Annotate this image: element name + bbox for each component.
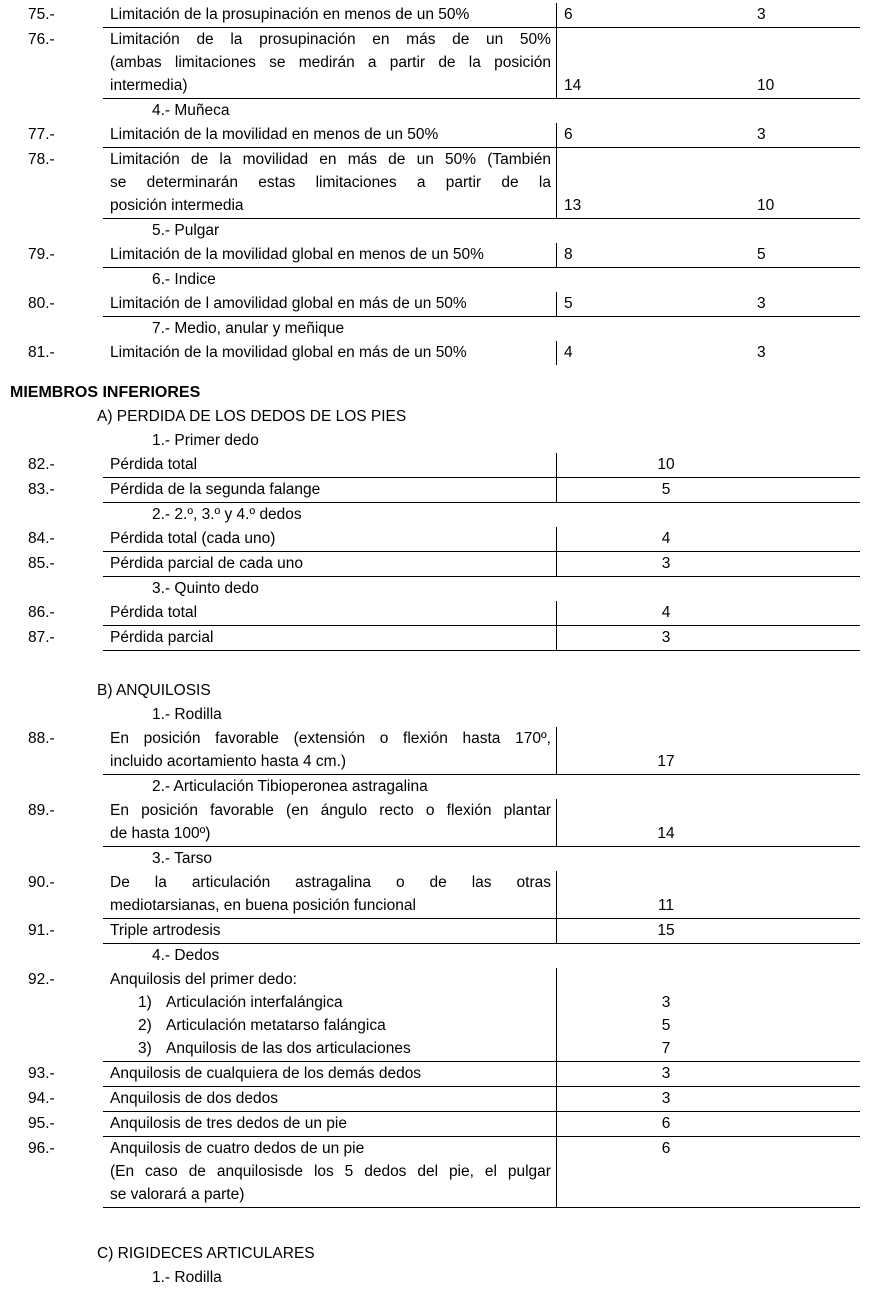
description-line (110, 148, 551, 171)
sub-item (138, 991, 551, 1014)
description-line: Anquilosis de cuatro dedos de un pie (110, 1140, 365, 1157)
description-line: Pérdida parcial (110, 629, 214, 646)
item-number: 80.- (28, 295, 55, 312)
word: un (416, 151, 434, 168)
description-line: Pérdida total (110, 604, 198, 621)
word: 170º, (515, 730, 551, 747)
word: de (429, 874, 447, 891)
description-line: Limitación de la movilidad en menos de un 50% (110, 126, 439, 143)
description-line: Anquilosis de dos dedos (110, 1090, 279, 1107)
subgroup-label: 4.- Muñeca (152, 102, 230, 119)
item-value-col2: 10 (757, 77, 775, 94)
word: limitaciones (174, 54, 256, 71)
item-description (103, 123, 557, 147)
item-description (103, 919, 557, 943)
description-line: se valorará a parte) (110, 1186, 245, 1203)
item-number: 76.- (28, 31, 55, 48)
row-body (103, 123, 860, 148)
row-body (103, 28, 860, 99)
item-description (103, 601, 557, 625)
subgroup-label: 1.- Rodilla (152, 706, 222, 723)
subgroup-label: 4.- Dedos (152, 947, 220, 964)
item-description (103, 727, 557, 774)
item-number: 79.- (28, 246, 55, 263)
sub-item-number: 1) (138, 994, 152, 1011)
item-values (557, 919, 860, 943)
item-description (103, 871, 557, 918)
subgroup-label: 1.- Primer dedo (152, 432, 259, 449)
description-line: de hasta 100º) (110, 825, 211, 842)
item-number: 92.- (28, 971, 55, 988)
row-body (103, 919, 860, 944)
description-line: Pérdida parcial de cada uno (110, 555, 304, 572)
sub-item (138, 1037, 551, 1060)
word: se (269, 54, 286, 71)
item-description (103, 3, 557, 27)
word: de (188, 1163, 206, 1180)
word: partir (445, 174, 482, 191)
item-description (103, 243, 557, 267)
item-values (557, 148, 860, 218)
word: En (110, 802, 129, 819)
row-body (103, 601, 860, 626)
row-body (103, 552, 860, 577)
item-values (557, 871, 860, 918)
word: De (110, 874, 130, 891)
item-value-col2: 5 (757, 246, 766, 263)
section-gap (0, 651, 890, 679)
word: del (417, 1163, 439, 1180)
item-value-col1: 14 (564, 77, 582, 94)
word: de (190, 151, 209, 168)
item-value-col1: 4 (564, 344, 573, 361)
table-row (0, 1087, 890, 1112)
section-gap (0, 365, 890, 381)
row-body (103, 1062, 860, 1087)
word: flexión (446, 802, 492, 819)
description-line: incluido acortamiento hasta 4 cm.) (110, 753, 347, 770)
row-body (103, 799, 860, 847)
item-value: 3 (661, 1090, 671, 1107)
word: (También (487, 151, 551, 168)
word: recto (379, 802, 414, 819)
item-number: 86.- (28, 604, 55, 621)
item-values (557, 1087, 860, 1111)
item-value-line (557, 991, 860, 1014)
item-description (103, 478, 557, 502)
item-value-line (557, 1014, 860, 1037)
sub-item-text: Articulación metatarso falángica (166, 1017, 386, 1034)
item-number: 89.- (28, 802, 55, 819)
description-line: Anquilosis de cualquiera de los demás dedos (110, 1065, 422, 1082)
word: (En (110, 1163, 135, 1180)
table-row (0, 1137, 890, 1208)
word: 5 (344, 1163, 354, 1180)
table-row (0, 919, 890, 944)
item-value: 4 (661, 604, 671, 621)
word: (ambas (110, 54, 162, 71)
word: en (319, 151, 337, 168)
sub-item-number: 3) (138, 1040, 152, 1057)
item-value: 5 (661, 1017, 671, 1034)
item-value: 3 (661, 555, 671, 572)
word: las (471, 874, 492, 891)
word: o (379, 730, 389, 747)
word: movilidad (242, 151, 309, 168)
word: Limitación (110, 151, 180, 168)
table-row (0, 341, 890, 365)
section-title: MIEMBROS INFERIORES (10, 384, 201, 401)
description-line (110, 871, 551, 894)
item-description (103, 148, 557, 218)
item-value-col2: 10 (757, 197, 775, 214)
row-body (103, 626, 860, 651)
row-body (103, 1137, 860, 1208)
item-values (557, 527, 860, 551)
word: de (196, 31, 214, 48)
item-values (557, 453, 860, 477)
item-description (103, 552, 557, 576)
word: En (110, 730, 129, 747)
subsection-label: A) PERDIDA DE LOS DEDOS DE LOS PIES (97, 408, 407, 425)
item-description (103, 341, 557, 365)
sub-item-text: Articulación interfalángica (166, 994, 343, 1011)
item-value-col1: 5 (564, 295, 573, 312)
item-number: 93.- (28, 1065, 55, 1082)
subgroup-label: 2.- Articulación Tibioperonea astragalina (152, 778, 428, 795)
row-body (103, 341, 860, 365)
table-row (0, 601, 890, 626)
word: más (406, 31, 436, 48)
word: 50% (519, 31, 551, 48)
description-line: mediotarsianas, en buena posición funcional (110, 897, 416, 914)
item-value: 3 (661, 1065, 671, 1082)
item-values (557, 3, 860, 27)
item-value: 3 (661, 629, 671, 646)
item-value: 6 (661, 1140, 671, 1157)
row-body (103, 243, 860, 268)
table-row (0, 1062, 890, 1087)
table-row (0, 1112, 890, 1137)
item-value: 7 (661, 1040, 671, 1057)
table-row (0, 478, 890, 503)
description-line: Pérdida total (cada uno) (110, 530, 276, 547)
word: limitaciones (315, 174, 397, 191)
word: a (367, 54, 377, 71)
table-row (0, 799, 890, 847)
word: partir (389, 54, 426, 71)
table-row (0, 727, 890, 775)
word: a (416, 174, 426, 191)
item-values (557, 243, 860, 267)
word: posición (494, 54, 551, 71)
item-values (557, 1137, 860, 1207)
item-values (557, 1112, 860, 1136)
description-line: Limitación de la movilidad global en menos de un 50% (110, 246, 484, 263)
word: la (154, 874, 167, 891)
item-description (103, 292, 557, 316)
word: astragalina (295, 874, 371, 891)
table-row (0, 552, 890, 577)
description-line: Anquilosis de tres dedos de un pie (110, 1115, 347, 1132)
subsection-label: C) RIGIDECES ARTICULARES (97, 1245, 315, 1262)
item-value: 6 (661, 1115, 671, 1132)
item-values (557, 727, 860, 774)
item-description (103, 527, 557, 551)
subgroup-label: 5.- Pulgar (152, 222, 220, 239)
description-line (110, 51, 551, 74)
description-line: Limitación de la movilidad global en más de un 50% (110, 344, 467, 361)
item-value-col1: 6 (564, 6, 573, 23)
word: medirán (298, 54, 355, 71)
description-line: Limitación de la prosupinación en menos de un 50% (110, 6, 470, 23)
row-body (103, 453, 860, 478)
word: flexión (403, 730, 448, 747)
word: posición (141, 802, 198, 819)
item-value: 10 (657, 456, 675, 473)
item-values (557, 968, 860, 1061)
item-value: 4 (661, 530, 671, 547)
word: caso (145, 1163, 178, 1180)
subgroup-label: 3.- Tarso (152, 850, 213, 867)
table-row (0, 968, 890, 1062)
item-value-col1: 13 (564, 197, 582, 214)
item-values (557, 123, 860, 147)
table-row (0, 148, 890, 219)
word: pie, (448, 1163, 474, 1180)
item-values (557, 28, 860, 98)
word: (extensión (293, 730, 366, 747)
word: de (388, 151, 406, 168)
row-body (103, 1112, 860, 1137)
item-number: 87.- (28, 629, 55, 646)
item-number: 84.- (28, 530, 55, 547)
word: 50% (445, 151, 477, 168)
word: los (313, 1163, 334, 1180)
sub-item (138, 1014, 551, 1037)
item-description (103, 1062, 557, 1086)
item-number: 96.- (28, 1140, 55, 1157)
description-line (110, 727, 551, 750)
item-value: 5 (661, 481, 671, 498)
row-body (103, 148, 860, 219)
table-row (0, 123, 890, 148)
row-body (103, 292, 860, 317)
item-value-line (557, 1037, 860, 1060)
word: un (486, 31, 504, 48)
word: la (468, 54, 481, 71)
description-line: Anquilosis del primer dedo: (110, 971, 297, 988)
word: estas (258, 174, 296, 191)
word: anquilosisde (216, 1163, 304, 1180)
item-number: 81.- (28, 344, 55, 361)
word: (en (286, 802, 309, 819)
item-values (557, 626, 860, 650)
word: la (538, 174, 551, 191)
item-number: 83.- (28, 481, 55, 498)
subgroup-label: 7.- Medio, anular y meñique (152, 320, 345, 337)
value-spacer (557, 968, 860, 991)
row-body (103, 527, 860, 552)
subgroup-label: 3.- Quinto dedo (152, 580, 259, 597)
item-number: 78.- (28, 151, 55, 168)
word: de (452, 31, 470, 48)
word: más (347, 151, 377, 168)
table-row (0, 28, 890, 99)
item-description (103, 626, 557, 650)
word: posición (143, 730, 201, 747)
row-body (103, 727, 860, 775)
word: Limitación (110, 31, 180, 48)
item-number: 82.- (28, 456, 55, 473)
description-line: Triple artrodesis (110, 922, 221, 939)
table-row (0, 527, 890, 552)
word: ángulo (320, 802, 368, 819)
word: favorable (210, 802, 274, 819)
subgroup-label: 6.- Indice (152, 271, 216, 288)
table-row (0, 243, 890, 268)
description-line (110, 799, 551, 822)
word: de (438, 54, 456, 71)
item-description (103, 1087, 557, 1111)
item-description (103, 968, 557, 1061)
item-number: 94.- (28, 1090, 55, 1107)
section-gap (0, 1208, 890, 1242)
item-description (103, 1137, 557, 1207)
item-description (103, 1112, 557, 1136)
item-value: 3 (661, 994, 671, 1011)
row-body (103, 871, 860, 919)
word: la (230, 31, 243, 48)
item-number: 75.- (28, 6, 55, 23)
item-value: 15 (657, 922, 675, 939)
row-body (103, 968, 860, 1062)
row-body (103, 1087, 860, 1112)
word: prosupinación (259, 31, 356, 48)
item-value-col2: 3 (757, 295, 766, 312)
subsection-label: B) ANQUILOSIS (97, 682, 211, 699)
description-line: Limitación de l amovilidad global en más de un 50% (110, 295, 467, 312)
word: se (110, 174, 127, 191)
description-line: Pérdida total (110, 456, 198, 473)
table-row (0, 3, 890, 28)
table-row (0, 871, 890, 919)
description-line: intermedia) (110, 77, 188, 94)
word: pulgar (507, 1163, 551, 1180)
word: o (425, 802, 435, 819)
item-value: 17 (657, 753, 675, 770)
word: la (219, 151, 232, 168)
word: plantar (503, 802, 551, 819)
table-row (0, 453, 890, 478)
description-line (110, 28, 551, 51)
item-value-col2: 3 (757, 344, 766, 361)
item-value: 11 (657, 897, 675, 914)
item-value-col2: 3 (757, 126, 766, 143)
table-row (0, 626, 890, 651)
item-description (103, 799, 557, 846)
table-row (0, 292, 890, 317)
sub-item-number: 2) (138, 1017, 152, 1034)
word: hasta (462, 730, 501, 747)
item-values (557, 799, 860, 846)
item-values (557, 601, 860, 625)
item-value-col2: 3 (757, 6, 766, 23)
item-description (103, 28, 557, 98)
word: favorable (215, 730, 279, 747)
item-values (557, 1062, 860, 1086)
word: otras (516, 874, 551, 891)
item-number: 90.- (28, 874, 55, 891)
word: en (372, 31, 390, 48)
sub-item-text: Anquilosis de las dos articulaciones (166, 1040, 411, 1057)
subgroup-label: 1.- Rodilla (152, 1269, 222, 1286)
item-number: 95.- (28, 1115, 55, 1132)
description-line: Pérdida de la segunda falange (110, 481, 321, 498)
item-values (557, 341, 860, 365)
word: dedos (364, 1163, 407, 1180)
word: articulación (191, 874, 271, 891)
description-line (110, 1160, 551, 1183)
row-body (103, 478, 860, 503)
item-number: 91.- (28, 922, 55, 939)
word: determinarán (146, 174, 238, 191)
item-number: 88.- (28, 730, 55, 747)
item-value-col1: 6 (564, 126, 573, 143)
word: de (501, 174, 519, 191)
item-value: 14 (657, 825, 675, 842)
description-line (110, 171, 551, 194)
word: o (395, 874, 405, 891)
item-values (557, 478, 860, 502)
item-number: 85.- (28, 555, 55, 572)
item-values (557, 292, 860, 316)
word: el (484, 1163, 497, 1180)
subgroup-label: 2.- 2.º, 3.º y 4.º dedos (152, 506, 302, 523)
item-values (557, 552, 860, 576)
item-description (103, 453, 557, 477)
item-number: 77.- (28, 126, 55, 143)
description-line: posición intermedia (110, 197, 244, 214)
item-value-col1: 8 (564, 246, 573, 263)
row-body (103, 3, 860, 28)
